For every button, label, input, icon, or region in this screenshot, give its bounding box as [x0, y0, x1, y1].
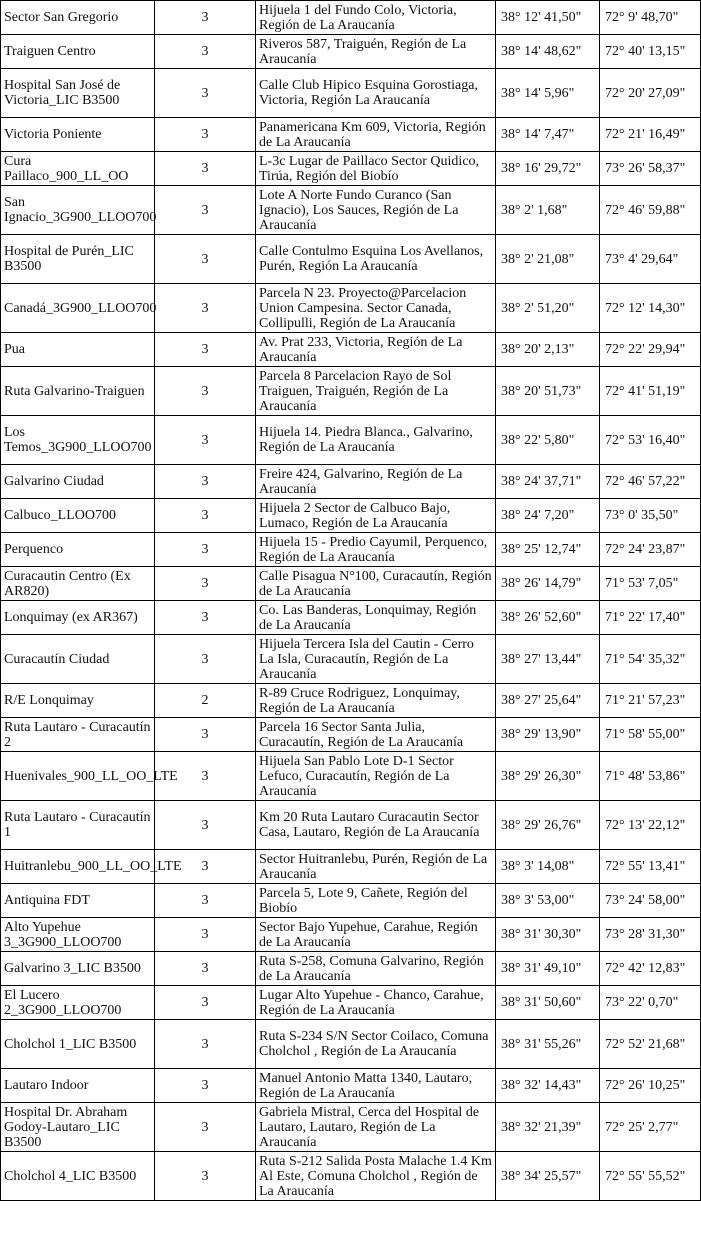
site-name-cell: Victoria Poniente	[1, 118, 155, 152]
longitude-cell: 71° 54' 35,32"	[600, 635, 701, 684]
band-cell: 3	[155, 1020, 256, 1069]
longitude-cell: 72° 21' 16,49"	[600, 118, 701, 152]
address-cell: Hijuela 1 del Fundo Colo, Victoria, Región de La Araucanía	[256, 1, 496, 35]
table-row	[1, 752, 701, 801]
longitude-cell: 72° 20' 27,09"	[600, 69, 701, 118]
band-cell: 3	[155, 533, 256, 567]
table-row	[1, 801, 701, 850]
longitude-cell: 72° 55' 55,52"	[600, 1152, 701, 1201]
latitude-cell: 38° 24' 7,20"	[496, 499, 600, 533]
band-cell: 3	[155, 601, 256, 635]
longitude-cell: 72° 22' 29,94"	[600, 333, 701, 367]
latitude-cell: 38° 26' 52,60"	[496, 601, 600, 635]
longitude-cell: 71° 48' 53,86"	[600, 752, 701, 801]
longitude-cell: 72° 25' 2,77"	[600, 1103, 701, 1152]
table-row	[1, 567, 701, 601]
latitude-cell: 38° 31' 30,30"	[496, 918, 600, 952]
site-name-cell: R/E Lonquimay	[1, 684, 155, 718]
address-cell: Parcela 16 Sector Santa Julia, Curacautín, Región de La Araucanía	[256, 718, 496, 752]
longitude-cell: 72° 26' 10,25"	[600, 1069, 701, 1103]
band-cell: 3	[155, 918, 256, 952]
site-name-cell: Galvarino Ciudad	[1, 465, 155, 499]
latitude-cell: 38° 16' 29,72"	[496, 152, 600, 186]
band-cell: 3	[155, 367, 256, 416]
longitude-cell: 73° 22' 0,70"	[600, 986, 701, 1020]
site-name-cell: Huitranlebu_900_LL_OO_LTE	[1, 850, 155, 884]
table-row	[1, 118, 701, 152]
address-cell: Hijuela 2 Sector de Calbuco Bajo, Lumaco, Región de La Araucanía	[256, 499, 496, 533]
latitude-cell: 38° 25' 12,74"	[496, 533, 600, 567]
table-row	[1, 635, 701, 684]
address-cell: Parcela N 23. Proyecto@Parcelacion Union Campesina. Sector Canada, Collipulli, Región de La Araucanía	[256, 284, 496, 333]
table-row	[1, 850, 701, 884]
band-cell: 3	[155, 1069, 256, 1103]
longitude-cell: 72° 55' 13,41"	[600, 850, 701, 884]
address-cell: Lote A Norte Fundo Curanco (San Ignacio), Los Sauces, Región de La Araucanía	[256, 186, 496, 235]
latitude-cell: 38° 27' 13,44"	[496, 635, 600, 684]
latitude-cell: 38° 27' 25,64"	[496, 684, 600, 718]
longitude-cell: 73° 4' 29,64"	[600, 235, 701, 284]
band-cell: 3	[155, 850, 256, 884]
latitude-cell: 38° 20' 51,73"	[496, 367, 600, 416]
address-cell: Sector Bajo Yupehue, Carahue, Región de La Araucanía	[256, 918, 496, 952]
band-cell: 3	[155, 635, 256, 684]
band-cell: 3	[155, 118, 256, 152]
site-name-cell: Calbuco_LLOO700	[1, 499, 155, 533]
longitude-cell: 72° 46' 57,22"	[600, 465, 701, 499]
band-cell: 3	[155, 284, 256, 333]
band-cell: 3	[155, 416, 256, 465]
address-cell: R-89 Cruce Rodriguez, Lonquimay, Región de La Araucanía	[256, 684, 496, 718]
band-cell: 3	[155, 35, 256, 69]
latitude-cell: 38° 22' 5,80"	[496, 416, 600, 465]
address-cell: Panamericana Km 609, Victoria, Región de La Araucanía	[256, 118, 496, 152]
site-name-cell: San Ignacio_3G900_LLOO700	[1, 186, 155, 235]
address-cell: Hijuela San Pablo Lote D-1 Sector Lefuco, Curacautín, Región de La Araucanía	[256, 752, 496, 801]
longitude-cell: 71° 58' 55,00"	[600, 718, 701, 752]
band-cell: 3	[155, 152, 256, 186]
site-name-cell: Curacautin Centro (Ex AR820)	[1, 567, 155, 601]
address-cell: Gabriela Mistral, Cerca del Hospital de Lautaro, Lautaro, Región de La Araucanía	[256, 1103, 496, 1152]
longitude-cell: 73° 26' 58,37"	[600, 152, 701, 186]
table-row	[1, 284, 701, 333]
longitude-cell: 72° 40' 13,15"	[600, 35, 701, 69]
site-name-cell: Ruta Lautaro - Curacautín 1	[1, 801, 155, 850]
site-name-cell: Alto Yupehue 3_3G900_LLOO700	[1, 918, 155, 952]
latitude-cell: 38° 29' 26,76"	[496, 801, 600, 850]
site-name-cell: Lautaro Indoor	[1, 1069, 155, 1103]
site-name-cell: Perquenco	[1, 533, 155, 567]
address-cell: L-3c Lugar de Paillaco Sector Quidico, Tirúa, Región del Biobío	[256, 152, 496, 186]
longitude-cell: 72° 46' 59,88"	[600, 186, 701, 235]
table-row	[1, 718, 701, 752]
site-name-cell: El Lucero 2_3G900_LLOO700	[1, 986, 155, 1020]
site-name-cell: Cholchol 4_LIC B3500	[1, 1152, 155, 1201]
longitude-cell: 72° 13' 22,12"	[600, 801, 701, 850]
band-cell: 3	[155, 1152, 256, 1201]
latitude-cell: 38° 12' 41,50"	[496, 1, 600, 35]
table-row	[1, 1152, 701, 1201]
table-row	[1, 1103, 701, 1152]
table-row	[1, 601, 701, 635]
table-row	[1, 69, 701, 118]
address-cell: Av. Prat 233, Victoria, Región de La Araucanía	[256, 333, 496, 367]
table-row	[1, 986, 701, 1020]
latitude-cell: 38° 3' 53,00"	[496, 884, 600, 918]
band-cell: 3	[155, 186, 256, 235]
latitude-cell: 38° 14' 7,47"	[496, 118, 600, 152]
table-row	[1, 186, 701, 235]
latitude-cell: 38° 31' 50,60"	[496, 986, 600, 1020]
address-cell: Km 20 Ruta Lautaro Curacautin Sector Casa, Lautaro, Región de La Araucanía	[256, 801, 496, 850]
latitude-cell: 38° 2' 1,68"	[496, 186, 600, 235]
latitude-cell: 38° 3' 14,08"	[496, 850, 600, 884]
site-name-cell: Hospital Dr. Abraham Godoy-Lautaro_LIC B3500	[1, 1103, 155, 1152]
band-cell: 3	[155, 801, 256, 850]
longitude-cell: 73° 24' 58,00"	[600, 884, 701, 918]
table-row	[1, 367, 701, 416]
band-cell: 3	[155, 718, 256, 752]
address-cell: Manuel Antonio Matta 1340, Lautaro, Región de La Araucanía	[256, 1069, 496, 1103]
band-cell: 3	[155, 986, 256, 1020]
latitude-cell: 38° 20' 2,13"	[496, 333, 600, 367]
table-row	[1, 533, 701, 567]
site-name-cell: Lonquimay (ex AR367)	[1, 601, 155, 635]
band-cell: 2	[155, 684, 256, 718]
table-row	[1, 918, 701, 952]
address-cell: Hijuela 14. Piedra Blanca., Galvarino, Región de La Araucanía	[256, 416, 496, 465]
address-cell: Ruta S-234 S/N Sector Coilaco, Comuna Cholchol , Región de La Araucanía	[256, 1020, 496, 1069]
address-cell: Riveros 587, Traiguén, Región de La Araucanía	[256, 35, 496, 69]
longitude-cell: 73° 28' 31,30"	[600, 918, 701, 952]
latitude-cell: 38° 14' 5,96"	[496, 69, 600, 118]
band-cell: 3	[155, 235, 256, 284]
table-row	[1, 235, 701, 284]
table-row	[1, 1069, 701, 1103]
latitude-cell: 38° 34' 25,57"	[496, 1152, 600, 1201]
site-name-cell: Pua	[1, 333, 155, 367]
table-row	[1, 952, 701, 986]
table-row	[1, 499, 701, 533]
site-name-cell: Curacautín Ciudad	[1, 635, 155, 684]
site-name-cell: Canadá_3G900_LLOO700	[1, 284, 155, 333]
band-cell: 3	[155, 567, 256, 601]
longitude-cell: 72° 53' 16,40"	[600, 416, 701, 465]
latitude-cell: 38° 31' 55,26"	[496, 1020, 600, 1069]
latitude-cell: 38° 31' 49,10"	[496, 952, 600, 986]
address-cell: Calle Club Hipico Esquina Gorostiaga, Victoria, Región La Araucanía	[256, 69, 496, 118]
latitude-cell: 38° 29' 26,30"	[496, 752, 600, 801]
table-row	[1, 152, 701, 186]
latitude-cell: 38° 32' 14,43"	[496, 1069, 600, 1103]
band-cell: 3	[155, 1103, 256, 1152]
address-cell: Ruta S-258, Comuna Galvarino, Región de La Araucanía	[256, 952, 496, 986]
latitude-cell: 38° 26' 14,79"	[496, 567, 600, 601]
site-name-cell: Cholchol 1_LIC B3500	[1, 1020, 155, 1069]
address-cell: Hijuela Tercera Isla del Cautin - Cerro La Isla, Curacautín, Región de La Araucanía	[256, 635, 496, 684]
address-cell: Ruta S-212 Salida Posta Malache 1.4 Km Al Este, Comuna Cholchol , Región de La Araucanía	[256, 1152, 496, 1201]
site-name-cell: Los Temos_3G900_LLOO700	[1, 416, 155, 465]
latitude-cell: 38° 2' 21,08"	[496, 235, 600, 284]
table-row	[1, 684, 701, 718]
address-cell: Calle Contulmo Esquina Los Avellanos, Purén, Región La Araucanía	[256, 235, 496, 284]
address-cell: Freire 424, Galvarino, Región de La Araucanía	[256, 465, 496, 499]
table-row	[1, 884, 701, 918]
longitude-cell: 71° 53' 7,05"	[600, 567, 701, 601]
site-name-cell: Hospital de Purén_LIC B3500	[1, 235, 155, 284]
band-cell: 3	[155, 499, 256, 533]
site-name-cell: Huenivales_900_LL_OO_LTE	[1, 752, 155, 801]
latitude-cell: 38° 2' 51,20"	[496, 284, 600, 333]
address-cell: Parcela 8 Parcelacion Rayo de Sol Traiguen, Traiguén, Región de La Araucanía	[256, 367, 496, 416]
address-cell: Hijuela 15 - Predio Cayumil, Perquenco, Región de La Araucanía	[256, 533, 496, 567]
table-row	[1, 1020, 701, 1069]
band-cell: 3	[155, 752, 256, 801]
latitude-cell: 38° 29' 13,90"	[496, 718, 600, 752]
site-name-cell: Sector San Gregorio	[1, 1, 155, 35]
band-cell: 3	[155, 465, 256, 499]
longitude-cell: 72° 42' 12,83"	[600, 952, 701, 986]
site-name-cell: Ruta Lautaro - Curacautín 2	[1, 718, 155, 752]
latitude-cell: 38° 32' 21,39"	[496, 1103, 600, 1152]
longitude-cell: 71° 22' 17,40"	[600, 601, 701, 635]
longitude-cell: 72° 52' 21,68"	[600, 1020, 701, 1069]
site-name-cell: Galvarino 3_LIC B3500	[1, 952, 155, 986]
band-cell: 3	[155, 884, 256, 918]
site-name-cell: Ruta Galvarino-Traiguen	[1, 367, 155, 416]
longitude-cell: 72° 12' 14,30"	[600, 284, 701, 333]
longitude-cell: 72° 9' 48,70"	[600, 1, 701, 35]
band-cell: 3	[155, 1, 256, 35]
site-name-cell: Cura Paillaco_900_LL_OO	[1, 152, 155, 186]
table-row	[1, 333, 701, 367]
longitude-cell: 72° 24' 23,87"	[600, 533, 701, 567]
site-name-cell: Hospital San José de Victoria_LIC B3500	[1, 69, 155, 118]
site-name-cell: Antiquina FDT	[1, 884, 155, 918]
band-cell: 3	[155, 333, 256, 367]
band-cell: 3	[155, 69, 256, 118]
latitude-cell: 38° 14' 48,62"	[496, 35, 600, 69]
latitude-cell: 38° 24' 37,71"	[496, 465, 600, 499]
address-cell: Sector Huitranlebu, Purén, Región de La Araucanía	[256, 850, 496, 884]
band-cell: 3	[155, 952, 256, 986]
sites-table-body	[1, 1, 701, 1201]
longitude-cell: 71° 21' 57,23"	[600, 684, 701, 718]
table-row	[1, 465, 701, 499]
table-row	[1, 416, 701, 465]
address-cell: Lugar Alto Yupehue - Chanco, Carahue, Región de La Araucanía	[256, 986, 496, 1020]
table-row	[1, 35, 701, 69]
table-row	[1, 1, 701, 35]
address-cell: Co. Las Banderas, Lonquimay, Región de La Araucanía	[256, 601, 496, 635]
longitude-cell: 72° 41' 51,19"	[600, 367, 701, 416]
longitude-cell: 73° 0' 35,50"	[600, 499, 701, 533]
site-name-cell: Traiguen Centro	[1, 35, 155, 69]
address-cell: Calle Pisagua N°100, Curacautín, Región de La Araucanía	[256, 567, 496, 601]
address-cell: Parcela 5, Lote 9, Cañete, Región del Biobío	[256, 884, 496, 918]
